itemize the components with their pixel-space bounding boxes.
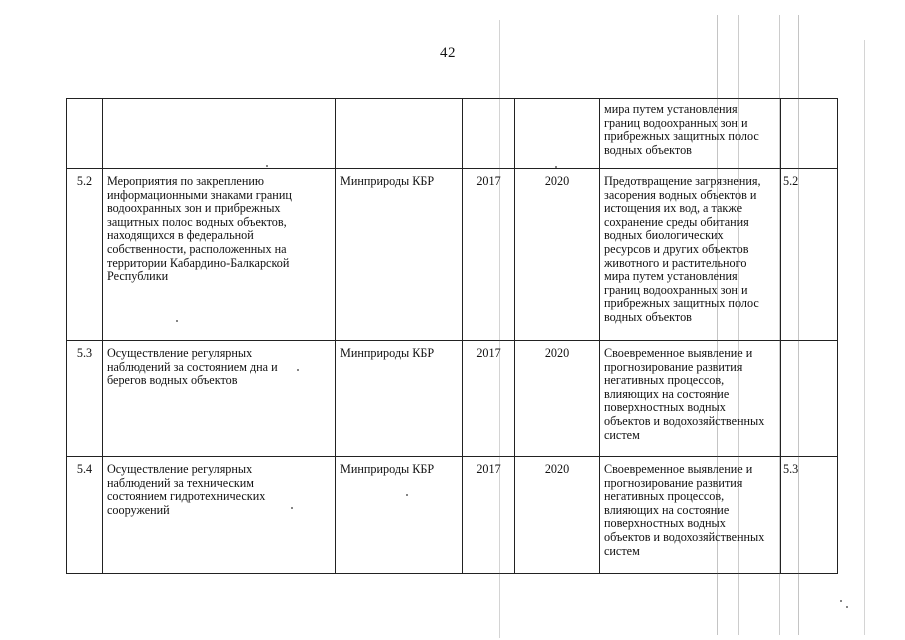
expected-result-cell: Своевременное выявление и прогнозирование развития негативных процессов, влияющих на состояние поверхностных водных объектов и водохозяйственных систем — [600, 341, 781, 457]
scan-artifact — [499, 20, 500, 638]
end-year-cell: 2020 — [515, 341, 600, 457]
scan-artifact — [266, 165, 268, 167]
activity-cell: Осуществление регулярных наблюдений за техническим состоянием гидротехнических сооружений — [103, 457, 336, 574]
expected-result-cell: Предотвращение загрязнения, засорения водных объектов и истощения их вод, а также сохранение среды обитания водных биологических ресурсов и других объектов животного и растительного мира путем установления границ водоохранных зон и прибрежных защитных полос водных объектов — [600, 169, 781, 341]
table-row — [67, 99, 838, 169]
scan-artifact — [840, 600, 842, 602]
item-number-cell: 5.3 — [67, 341, 103, 457]
item-number-cell — [67, 99, 103, 169]
item-number-cell: 5.2 — [67, 169, 103, 341]
reference-cell — [781, 99, 838, 169]
executor-cell: Минприроды КБР — [336, 341, 463, 457]
scan-artifact — [779, 15, 780, 635]
scan-artifact — [738, 15, 739, 635]
scan-artifact — [864, 40, 865, 635]
scan-artifact — [798, 15, 799, 635]
start-year-cell: 2017 — [463, 457, 515, 574]
table-row — [67, 341, 838, 457]
page-number: 42 — [440, 45, 456, 61]
executor-cell: Минприроды КБР — [336, 169, 463, 341]
program-table — [66, 98, 838, 574]
table-row — [67, 169, 838, 341]
reference-cell: 5.2 — [781, 169, 838, 341]
scan-artifact — [176, 320, 178, 322]
activity-cell — [103, 99, 336, 169]
start-year-cell: 2017 — [463, 341, 515, 457]
item-number-cell: 5.4 — [67, 457, 103, 574]
start-year-cell: 2017 — [463, 169, 515, 341]
end-year-cell: 2020 — [515, 457, 600, 574]
end-year-cell: 2020 — [515, 169, 600, 341]
scan-artifact — [291, 507, 293, 509]
end-year-cell — [515, 99, 600, 169]
executor-cell — [336, 99, 463, 169]
start-year-cell — [463, 99, 515, 169]
table-row — [67, 457, 838, 574]
scan-artifact — [717, 15, 718, 635]
executor-cell: Минприроды КБР — [336, 457, 463, 574]
reference-cell: 5.3 — [781, 457, 838, 574]
expected-result-cell: мира путем установления границ водоохранных зон и прибрежных защитных полос водных объектов — [600, 99, 781, 169]
reference-cell — [781, 341, 838, 457]
scan-artifact — [297, 369, 299, 371]
scan-artifact — [846, 606, 848, 608]
activity-cell: Мероприятия по закреплению информационными знаками границ водоохранных зон и прибрежных защитных полос водных объектов, находящихся в федеральной собственности, расположенных на территории Кабардино-Балкарской Республики — [103, 169, 336, 341]
expected-result-cell: Своевременное выявление и прогнозирование развития негативных процессов, влияющих на состояние поверхностных водных объектов и водохозяйственных систем — [600, 457, 781, 574]
activity-cell: Осуществление регулярных наблюдений за состоянием дна и берегов водных объектов — [103, 341, 336, 457]
scan-artifact — [406, 494, 408, 496]
scan-artifact — [555, 166, 557, 168]
